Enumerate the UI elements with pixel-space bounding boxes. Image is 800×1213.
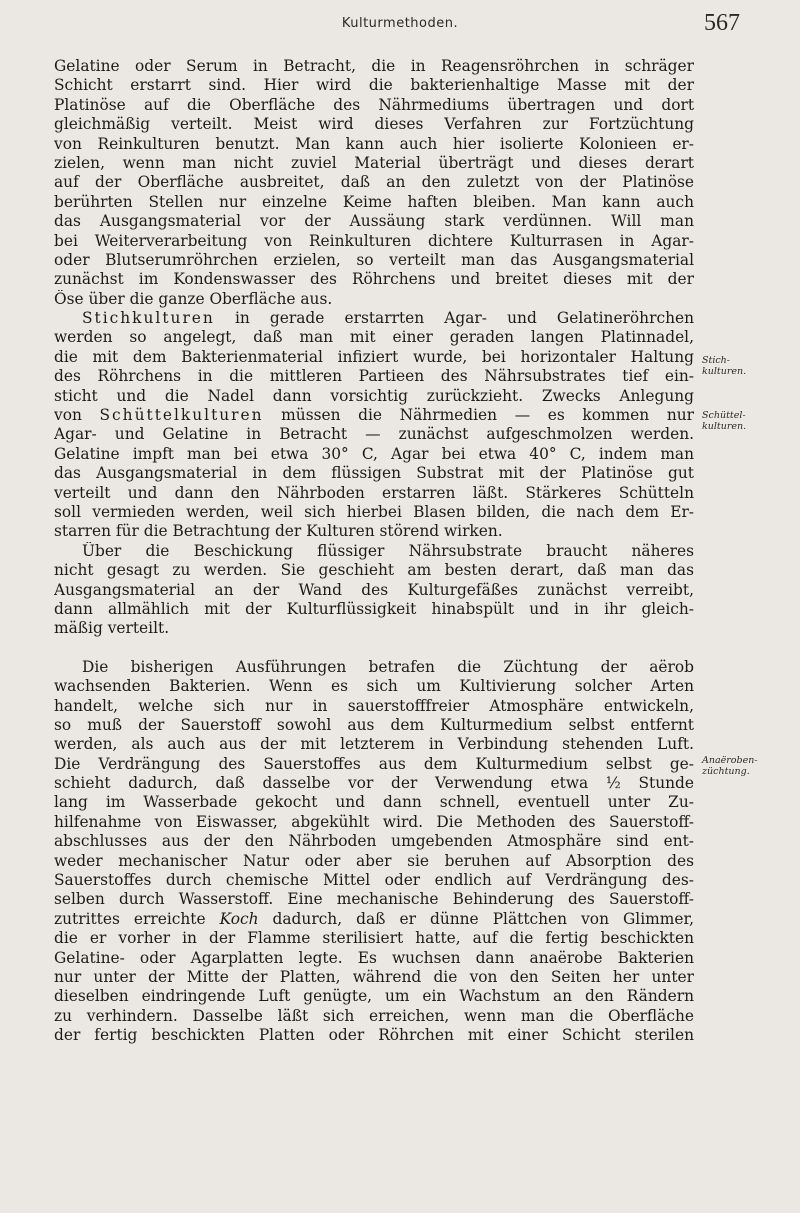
text-line: gleichmäßig verteilt. Meist wird dieses Verfahren zur Fortzüchtung: [54, 115, 694, 134]
text-line: so muß der Sauerstoff sowohl aus dem Kulturmedium selbst entfernt: [54, 715, 694, 734]
text-line: Gelatine- oder Agarplatten legte. Es wuchsen dann anaërobe Bakterien: [54, 948, 694, 967]
text-line: berührten Stellen nur einzelne Keime haften bleiben. Man kann auch: [54, 192, 694, 211]
text-line: Gelatine oder Serum in Betracht, die in Reagensröhrchen in schräger: [54, 57, 694, 75]
text-line: Ausgangsmaterial an der Wand des Kulturgefäßes zunächst verreibt,: [54, 580, 694, 599]
text-line: verteilt und dann den Nährboden erstarren läßt. Stärkeres Schütteln: [54, 483, 694, 502]
text-line: werden, als auch aus der mit letzterem in Verbindung stehenden Luft.: [54, 735, 694, 754]
text-line: hilfenahme von Eiswasser, abgekühlt wird. Die Methoden des Sauerstoff-: [54, 812, 694, 831]
text-line: das Ausgangsmaterial vor der Aussäung stark verdünnen. Will man: [54, 212, 694, 231]
text-line: nur unter der Mitte der Platten, während die von den Seiten her unter: [54, 967, 694, 986]
term-schuettelkulturen: Schüttelkulturen: [99, 406, 264, 425]
text-line: Die bisherigen Ausführungen betrafen die Züchtung der aërob: [82, 657, 694, 676]
text-line: auf der Oberfläche ausbreitet, daß an den zuletzt von der Platinöse: [54, 173, 694, 192]
text-line: dieselben eindringende Luft genügte, um ein Wachstum an den Rändern: [54, 987, 694, 1006]
text-fragment: in gerade erstarrten Agar- und Gelatineröhrchen: [214, 309, 694, 328]
term-stichkulturen: Stichkulturen: [82, 309, 215, 328]
text-line: die mit dem Bakterienmaterial infiziert wurde, bei horizontaler Haltung: [54, 347, 694, 366]
page-header: [0, 8, 800, 48]
text-line: der fertig beschickten Platten oder Röhrchen mit einer Schicht sterilen: [54, 1026, 694, 1045]
paragraph-2: [54, 309, 694, 542]
text-line: Schicht erstarrt sind. Hier wird die bakterienhaltige Masse mit der: [54, 76, 694, 95]
text-line: mäßig verteilt.: [54, 619, 170, 638]
sidenote-anaerobenzuechtung: Anaëroben- züchtung.: [702, 755, 758, 777]
name-koch: Koch: [219, 909, 259, 928]
text-line: zunächst im Kondenswasser des Röhrchens und breitet dieses mit der: [54, 270, 694, 289]
text-line: wachsenden Bakterien. Wenn es sich um Kultivierung solcher Arten: [54, 677, 694, 696]
text-line: [54, 309, 694, 328]
paragraph-gap: [54, 639, 694, 658]
text-line: von Reinkulturen benutzt. Man kann auch hier isolierte Kolonieen er-: [54, 134, 694, 153]
sidenote-stichkulturen: Stich- kulturen.: [702, 355, 747, 377]
text-line: [54, 406, 694, 425]
paragraph-4: [54, 658, 694, 1046]
text-line: oder Blutserumröhrchen erzielen, so verteilt man das Ausgangsmaterial: [54, 250, 694, 269]
text-fragment: zutrittes erreichte: [54, 909, 220, 928]
text-line: Die Verdrängung des Sauerstoffes aus dem Kulturmedium selbst ge-: [54, 754, 694, 773]
text-line: Gelatine impft man bei etwa 30° C, Agar bei etwa 40° C, indem man: [54, 444, 694, 463]
body-text: [54, 57, 694, 1046]
sidenote-schuettelkulturen: Schüttel- kulturen.: [702, 410, 747, 432]
text-fragment: dadurch, daß er dünne Plättchen von Glimmer,: [258, 909, 694, 928]
text-line: selben durch Wasserstoff. Eine mechanische Behinderung des Sauerstoff-: [54, 890, 694, 909]
text-line: weder mechanischer Natur oder aber sie beruhen auf Absorption des: [54, 851, 694, 870]
text-line: werden so angelegt, daß man mit einer geraden langen Platinnadel,: [54, 328, 694, 347]
text-line: Öse über die ganze Oberfläche aus.: [54, 289, 333, 308]
text-line: schieht dadurch, daß dasselbe vor der Verwendung etwa ½ Stunde: [54, 774, 694, 793]
text-line: zu verhindern. Dasselbe läßt sich erreichen, wenn man die Oberfläche: [54, 1006, 694, 1025]
paragraph-3: [54, 542, 694, 639]
text-fragment: von: [54, 406, 100, 425]
text-line: des Röhrchens in die mittleren Partieen des Nährsubstrates tief ein-: [54, 367, 694, 386]
running-title: Kulturmethoden.: [341, 16, 459, 31]
text-line: lang im Wasserbade gekocht und dann schnell, eventuell unter Zu-: [54, 793, 694, 812]
text-line: Agar- und Gelatine in Betracht — zunächst aufgeschmolzen werden.: [54, 425, 694, 444]
text-line: die er vorher in der Flamme sterilisiert hatte, auf die fertig beschickten: [54, 929, 694, 948]
text-line: Platinöse auf die Oberfläche des Nährmediums übertragen und dort: [54, 95, 694, 114]
text-line: Über die Beschickung flüssiger Nährsubstrate braucht näheres: [82, 541, 694, 560]
text-line: Sauerstoffes durch chemische Mittel oder endlich auf Verdrängung des-: [54, 871, 694, 890]
text-line: starren für die Betrachtung der Kulturen störend wirken.: [54, 522, 503, 541]
text-fragment: müssen die Nährmedien — es kommen nur: [263, 406, 694, 425]
text-line: abschlusses aus der den Nährboden umgebenden Atmosphäre sind ent-: [54, 832, 694, 851]
page-number: 567: [704, 10, 740, 36]
text-line: [54, 910, 694, 929]
text-line: bei Weiterverarbeitung von Reinkulturen dichtere Kulturrasen in Agar-: [54, 231, 694, 250]
text-line: handelt, welche sich nur in sauerstofffreier Atmosphäre entwickeln,: [54, 696, 694, 715]
text-line: dann allmählich mit der Kulturflüssigkeit hinabspült und in ihr gleich-: [54, 599, 694, 618]
paragraph-1: [54, 57, 694, 309]
text-line: nicht gesagt zu werden. Sie geschieht am besten derart, daß man das: [54, 561, 694, 580]
text-line: das Ausgangsmaterial in dem flüssigen Substrat mit der Platinöse gut: [54, 464, 694, 483]
text-line: zielen, wenn man nicht zuviel Material überträgt und dieses derart: [54, 153, 694, 172]
text-line: sticht und die Nadel dann vorsichtig zurückzieht. Zwecks Anlegung: [54, 386, 694, 405]
text-line: soll vermieden werden, weil sich hierbei Blasen bilden, die nach dem Er-: [54, 502, 694, 521]
